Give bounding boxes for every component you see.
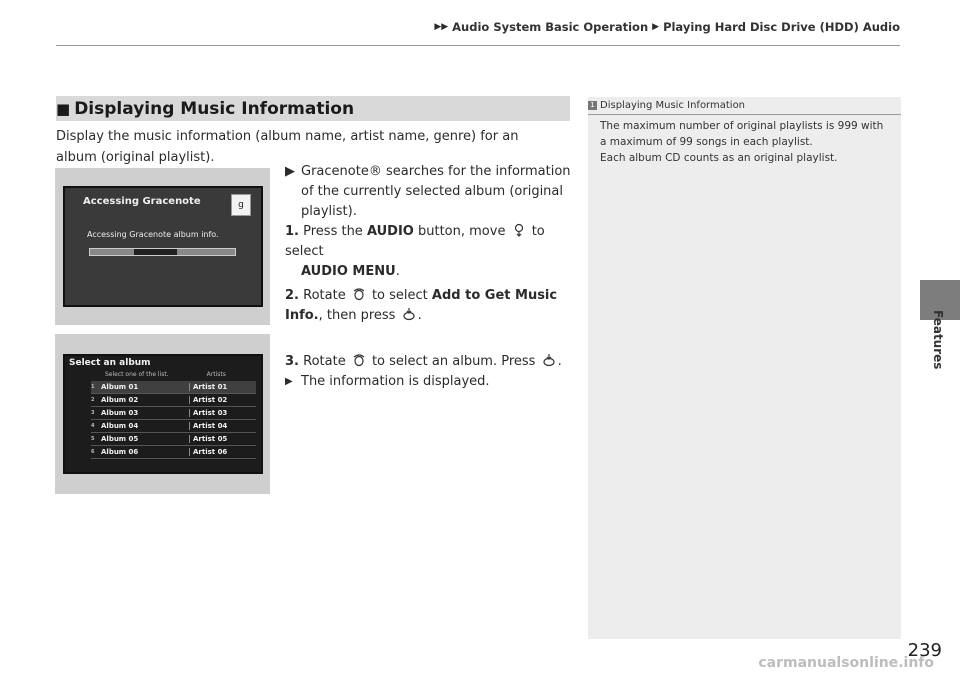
album-name: Album 02 — [101, 396, 139, 404]
album-row[interactable] — [91, 381, 256, 394]
sidebar-note — [588, 97, 901, 639]
album-row[interactable] — [91, 407, 256, 420]
press-knob-icon — [402, 307, 416, 321]
sidebar-paragraph: The maximum number of original playlists is 999 with a maximum of 99 songs in each playlist. — [600, 120, 884, 148]
step-result — [285, 372, 575, 392]
press-knob-icon — [542, 353, 556, 367]
step-text: . — [417, 308, 422, 323]
sidebar-title — [588, 97, 901, 115]
step-1 — [285, 222, 575, 282]
album-row[interactable] — [91, 394, 256, 407]
row-number: 4 — [91, 423, 95, 429]
screen-message: Accessing Gracenote album info. — [87, 230, 219, 239]
step-text: Rotate — [303, 288, 350, 303]
note-gracenote — [285, 162, 575, 222]
artist-name: Artist 04 — [189, 422, 253, 430]
row-number: 6 — [91, 449, 95, 455]
row-number: 2 — [91, 397, 95, 403]
instruction-steps — [285, 162, 575, 392]
album-name: Album 06 — [101, 448, 139, 456]
row-number: 1 — [91, 384, 95, 390]
step-text: button, move — [413, 224, 510, 239]
subtitle-col2: Artists — [206, 371, 226, 378]
album-list — [91, 381, 256, 459]
album-row[interactable] — [91, 420, 256, 433]
artist-name: Artist 01 — [189, 383, 253, 391]
step-text: AUDIO MENU — [301, 264, 396, 279]
nav-screen — [63, 186, 263, 307]
section-title: Displaying Music Information — [74, 98, 355, 119]
arrow-icon: ▶ — [652, 22, 660, 32]
side-tab-label: Features — [931, 310, 945, 370]
step-number: 2. — [285, 288, 299, 303]
screen-title: Accessing Gracenote — [83, 196, 201, 207]
watermark: carmanualsonline.info — [758, 655, 934, 671]
artist-name: Artist 02 — [189, 396, 253, 404]
step-text: Press the — [303, 224, 367, 239]
subtitle-text: Select one of the list. — [105, 371, 169, 378]
album-name: Album 01 — [101, 383, 139, 391]
album-row[interactable] — [91, 446, 256, 459]
album-name: Album 05 — [101, 435, 139, 443]
arrow-icon: ▶ — [285, 164, 295, 179]
breadcrumb-item: Playing Hard Disc Drive (HDD) Audio — [663, 20, 900, 34]
nav-screen — [63, 354, 263, 474]
step-text: to select — [367, 288, 432, 303]
screen-subtitle — [105, 371, 226, 378]
album-row[interactable] — [91, 433, 256, 446]
sidebar-title-text: Displaying Music Information — [600, 100, 746, 111]
section-heading — [56, 96, 570, 121]
step-3 — [285, 352, 575, 392]
sidebar-body — [600, 118, 890, 166]
step-2 — [285, 286, 575, 326]
step-text: Rotate — [303, 354, 350, 369]
square-bullet-icon: ■ — [56, 99, 71, 118]
breadcrumb — [434, 20, 900, 34]
artist-name: Artist 03 — [189, 409, 253, 417]
reference-icon: 1 — [588, 101, 597, 110]
row-number: 3 — [91, 410, 95, 416]
album-name: Album 04 — [101, 422, 139, 430]
breadcrumb-item: Audio System Basic Operation — [452, 20, 649, 34]
rotate-knob-icon — [352, 353, 366, 367]
header-rule — [56, 45, 900, 46]
progress-bar — [89, 248, 236, 256]
joystick-down-icon — [512, 223, 526, 237]
screen-title: Select an album — [69, 358, 151, 368]
step-text: , then press — [318, 308, 400, 323]
step-text: . — [395, 264, 400, 279]
double-arrow-icon: ▶▶ — [434, 22, 449, 32]
artist-name: Artist 05 — [189, 435, 253, 443]
screenshot-accessing-gracenote — [55, 168, 270, 325]
step-number: 3. — [285, 354, 299, 369]
step-text: . — [557, 354, 562, 369]
intro-paragraph: Display the music information (album name, artist name, genre) for an album (original playlist). — [56, 129, 519, 165]
screenshot-select-album — [55, 334, 270, 494]
rotate-knob-icon — [352, 287, 366, 301]
step-text: to select — [285, 224, 545, 259]
step-text: AUDIO — [366, 224, 414, 239]
artist-name: Artist 06 — [189, 448, 253, 456]
arrow-icon: ▶ — [285, 376, 293, 387]
result-text: The information is displayed. — [301, 374, 490, 389]
note-text: Gracenote® searches for the information of the currently selected album (original playlist). — [301, 164, 571, 219]
page-number: 239 — [907, 640, 942, 661]
album-name: Album 03 — [101, 409, 139, 417]
gracenote-logo-icon: g — [231, 194, 251, 216]
progress-fill — [134, 249, 178, 255]
sidebar-paragraph: Each album CD counts as an original playlist. — [600, 152, 838, 164]
step-number: 1. — [285, 224, 299, 239]
step-text: Add to Get Music Info. — [285, 288, 558, 323]
step-text: to select an album. Press — [367, 354, 540, 369]
row-number: 5 — [91, 436, 95, 442]
